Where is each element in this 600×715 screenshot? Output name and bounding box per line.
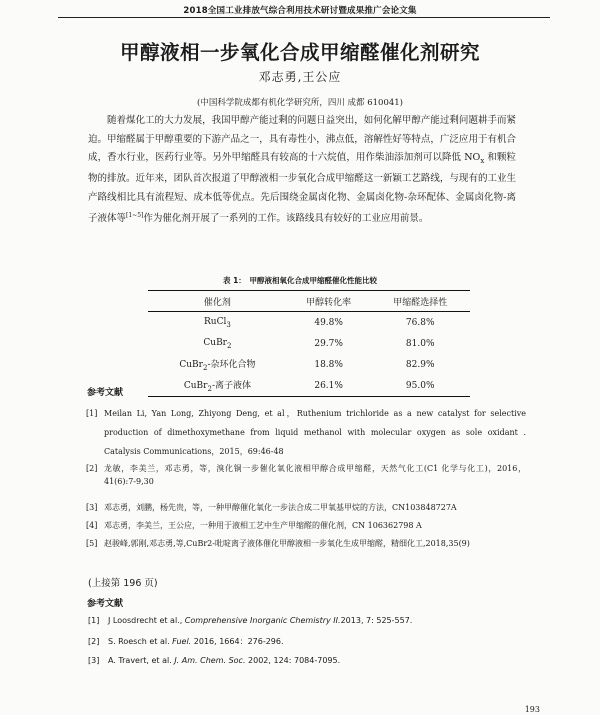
citation-marker: [1~5]: [126, 212, 144, 220]
reference-item: [1] J Loosdrecht et al., Comprehensive Inorganic Chemistry II.2013, 7: 525-557.: [88, 616, 413, 625]
table-row: [148, 375, 470, 397]
selectivity-cell: 81.0%: [405, 338, 435, 349]
references-heading: 参考文献: [87, 388, 124, 398]
selectivity-cell: 95.0%: [370, 375, 470, 397]
affiliation: (中国科学院成都有机化学研究所，四川 成都 610041): [197, 98, 403, 108]
reference-text: 邓志勇，李美兰，王公应，一种用于液相工艺中生产甲缩醛的催化剂，CN 106362798 A: [104, 521, 422, 530]
catalyst-cell: RuCl$_3$: [204, 316, 231, 329]
reference-item: [86, 534, 526, 553]
page-number: 193: [524, 705, 540, 714]
nox-subscript: x: [480, 156, 485, 165]
reference-number: [2]: [88, 637, 100, 646]
reference-number: [1]: [86, 409, 98, 418]
table-row: [148, 354, 470, 375]
table-row: [148, 312, 470, 334]
abstract-text-2: 和颗粒物的排放。近年来，团队首次报道了甲醇液相一步氧化合成甲缩醛这一新颖工艺路线，与现有的工业生产路线相比具有流程短、成本低等优点。先后围绕金属卤化物、金属卤化物-杂环配体、金属卤化物-离子液体等: [88, 152, 516, 225]
continued-note: (上接第 196 页): [88, 578, 158, 589]
catalyst-table: [148, 290, 470, 397]
reference-number: [2]: [86, 464, 98, 473]
reference-number: [3]: [86, 503, 98, 512]
conversion-cell: 49.8%: [314, 317, 343, 328]
table-row: [148, 333, 470, 354]
abstract-text-1: 随着煤化工的大力发展，我国甲醇产能过剩的问题日益突出，如何化解甲醇产能过剩问题耕手而紧迫。甲缩醛属于甲醇重要的下游产品之一，具有毒性小，沸点低，溶解性好等特点，广泛应用于有机合成，香水行业，医药行业等。另外甲缩醛具有较高的十六烷值，用作柴油添加剂可以降低 NO: [88, 115, 516, 163]
conversion-cell: 29.7%: [314, 338, 343, 349]
running-header: 2018全国工业排放气综合利用技术研讨暨成果推广会论文集: [183, 6, 417, 16]
column-header-catalyst: 催化剂: [148, 291, 287, 312]
reference-item: [2] S. Roesch et al. Fuel. 2016, 1664：276-296.: [88, 637, 284, 646]
reference-number: [5]: [86, 539, 98, 548]
selectivity-cell: 76.8%: [405, 317, 435, 328]
catalyst-cell: CuBr$_2$: [203, 337, 232, 350]
abstract-text-3: 作为催化剂开展了一系列的工作。该路线具有较好的工业应用前景。: [143, 213, 429, 225]
table-header-row: [148, 291, 470, 312]
reference-number: [1]: [88, 616, 100, 625]
conversion-cell: 18.8%: [314, 359, 343, 370]
reference-number: [4]: [86, 521, 98, 530]
reference-text: Meilan Li, Yan Long, Zhiyong Deng, et al，Ruthenium trichloride as a new catalyst for selective production of dimethoxymethane from liquid methanol with molecular oxygen as sole oxidant . Catalysis Communications，2015，69:46-48: [104, 409, 526, 456]
table-caption: 表 1： 甲醇液相氧化合成甲缩醛催化性能比较: [222, 276, 378, 285]
reference-item: [86, 516, 526, 535]
conversion-cell: 26.1%: [287, 375, 371, 397]
header-rule: [58, 17, 550, 18]
reference-item: [86, 404, 526, 461]
column-header-conversion: 甲醇转化率: [287, 291, 371, 312]
reference-item: [86, 462, 526, 488]
selectivity-cell: 82.9%: [405, 359, 435, 370]
reference-text: 龙敏，李美兰，邓志勇，等，溴化铜一步催化氧化液相甲醇合成甲缩醛，天然气化工(C1 化学与化工)，2016，41(6):7-9,30: [104, 464, 526, 486]
reference-text: 赵骏峰,郭刚,邓志勇,等,CuBr2-吡啶离子液体催化甲醇液相一步氧化生成甲缩醛，精细化工,2018,35(9): [104, 539, 470, 548]
reference-text: 邓志勇，刘鹏，杨先贵，等，一种甲醇催化氧化一步法合成二甲氧基甲烷的方法，CN103848727A: [104, 503, 457, 512]
reference-item: [86, 498, 526, 517]
reference-number: [3]: [88, 656, 100, 665]
authors: 邓志勇,王公应: [258, 70, 342, 84]
column-header-selectivity: 甲缩醛选择性: [370, 291, 470, 312]
catalyst-cell: CuBr$_2$-离子液体: [148, 375, 287, 397]
references2-heading: 参考文献: [87, 599, 124, 609]
paper-title: 甲醇液相一步氧化合成甲缩醛催化剂研究: [119, 41, 480, 64]
abstract: [88, 112, 516, 229]
reference-item: [3] A. Travert, et al. J. Am. Chem. Soc. 2002, 124: 7084-7095.: [88, 656, 341, 665]
catalyst-cell: CuBr$_2$-杂环化合物: [179, 360, 256, 372]
